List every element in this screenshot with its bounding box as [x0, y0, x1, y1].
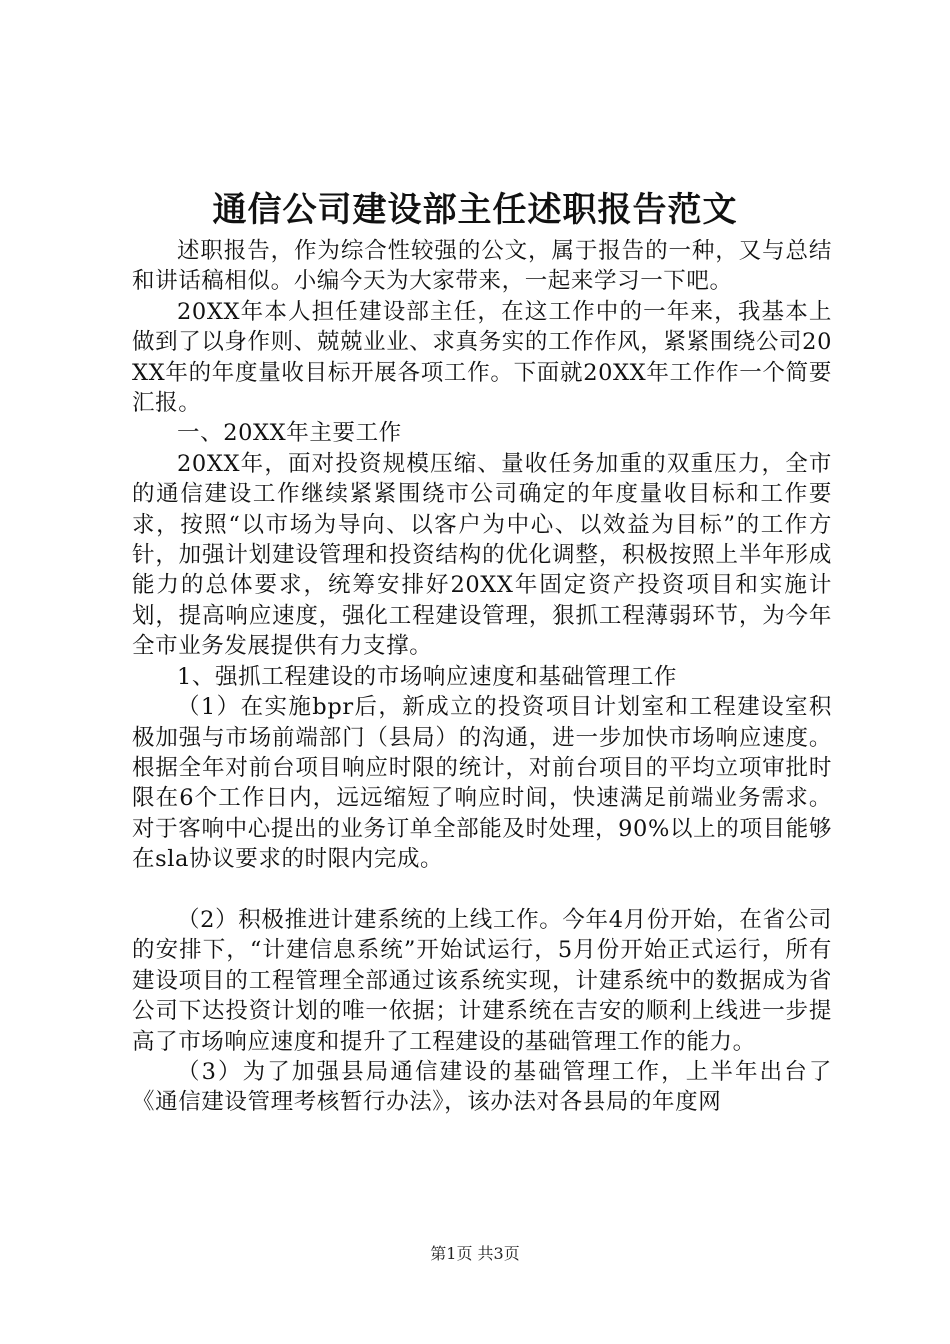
document-body: [132, 236, 832, 1118]
section-heading-main-work: 一、20XX年主要工作: [177, 420, 402, 447]
paragraph-summary: 20XX年本人担任建设部主任，在这工作中的一年来，我基本上做到了以身作则、兢兢业业、求真务实的工作作风，紧紧围绕公司20XX年的年度量收目标开展各项工作。下面就20XX年工作作一个简要汇报。: [132, 298, 832, 417]
page-number-footer: 第1页 共3页: [430, 1244, 520, 1263]
paragraph-item-1: （1）在实施bpr后，新成立的投资项目计划室和工程建设室积极加强与市场前端部门（县局）的沟通，进一步加快市场响应速度。根据全年对前台项目响应时限的统计，对前台项目的平均立项审批时限在6个工作日内，远远缩短了响应时间，快速满足前端业务需求。对于客响中心提出的业务订单全部能及时处理，90%以上的项目能够在sla协议要求的时限内完成。: [132, 694, 832, 873]
paragraph-item-3: （3）为了加强县局通信建设的基础管理工作，上半年出台了《通信建设管理考核暂行办法》，该办法对各县局的年度网: [132, 1058, 832, 1116]
document-title: 通信公司建设部主任述职报告范文: [212, 190, 738, 230]
paragraph-item-2: （2）积极推进计建系统的上线工作。今年4月份开始，在省公司的安排下，“计建信息系统”开始试运行，5月份开始正式运行，所有建设项目的工程管理全部通过该系统实现，计建系统中的数据成为省公司下达投资计划的唯一依据；计建系统在吉安的顺利上线进一步提高了市场响应速度和提升了工程建设的基础管理工作的能力。: [132, 906, 832, 1055]
paragraph-main-work: 20XX年，面对投资规模压缩、量收任务加重的双重压力，全市的通信建设工作继续紧紧围绕市公司确定的年度量收目标和工作要求，按照“以市场为导向、以客户为中心、以效益为目标”的工作方针，加强计划建设管理和投资结构的优化调整，积极按照上半年形成能力的总体要求，统筹安排好20XX年固定资产投资项目和实施计划，提高响应速度，强化工程建设管理，狠抓工程薄弱环节，为今年全市业务发展提供有力支撑。: [132, 450, 832, 660]
paragraph-intro: 述职报告，作为综合性较强的公文，属于报告的一种，又与总结和讲话稿相似。小编今天为大家带来，一起来学习一下吧。: [132, 238, 832, 295]
subsection-heading-1: 1、强抓工程建设的市场响应速度和基础管理工作: [177, 663, 678, 690]
